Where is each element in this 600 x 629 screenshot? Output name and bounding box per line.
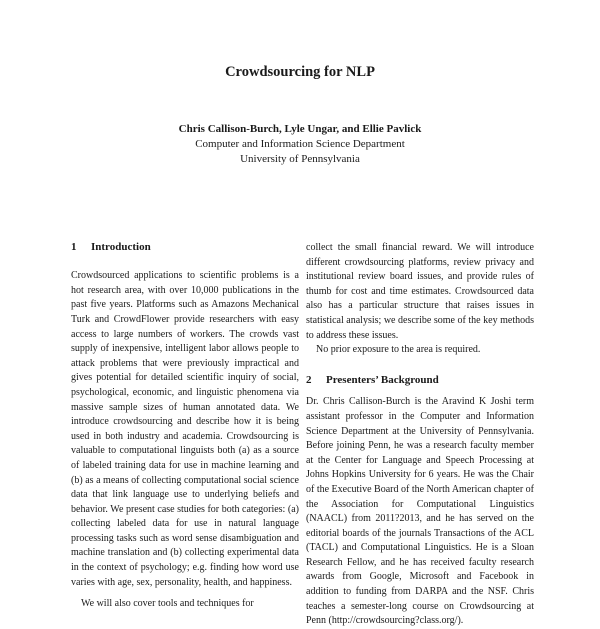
intro-paragraph-2: We will also cover tools and techniques for [81, 598, 254, 610]
author-department: Computer and Information Science Department [195, 138, 405, 150]
section-number: 2 [306, 373, 312, 386]
left-column [71, 240, 299, 612]
section-title: Introduction [91, 241, 151, 253]
right-column [306, 241, 534, 629]
section-number: 1 [71, 241, 77, 253]
author-university: University of Pennsylvania [240, 153, 360, 165]
section-heading-introduction [71, 240, 299, 255]
intro-paragraph-2-continued: collect the small financial reward. We will introduce different crowdsourcing platforms, review privacy and institutional review board issues, and provide rules of thumb for cost and time estimates. Crowdsourced data also has a particular structure that raises issues in statistical analysis; we describe some of the key methods to address these issues. [306, 242, 534, 341]
section-title: Presenters’ Background [326, 373, 439, 386]
paper-title: Crowdsourcing for NLP [225, 64, 375, 80]
intro-paragraph-3: No prior exposure to the area is required. [316, 344, 481, 356]
intro-paragraph-1: Crowdsourced applications to scientific problems is a hot research area, with over 10,000 publications in the past five years. Platforms such as Amazons Mechanical Turk and CrowdFlower provide researchers with easy access to large numbers of workers. The crowds vast supply of inexpensive, intelligent labor allows people to attack problems that were previously impractical and gives potential for detailed scientific inquiry of social, psychological, economic, and linguistic phenomena via massive sample sizes of human annotated data. We introduce crowdsourcing and describe how it is being used in both industry and academia. Crowdsourcing is valuable to computational linguists both (a) as a source of labeled training data for use in machine learning and (b) as a means of collecting computational social science data that link language use to underlying beliefs and behavior. We present case studies for both categories: (a) collecting labeled data for use in natural language processing tasks such as word sense disambiguation and machine translation and (b) collecting experimental data in the context of psychology; e.g. finding how word use varies with age, sex, personality, health, and happiness. [71, 270, 299, 588]
author-names: Chris Callison-Burch, Lyle Ungar, and Ellie Pavlick [178, 123, 422, 135]
author-block [0, 122, 600, 167]
section-heading-presenters-background [306, 373, 534, 388]
background-paragraph-1: Dr. Chris Callison-Burch is the Aravind K Joshi term assistant professor in the Computer and Information Science Department at the University of Pennsylvania. Before joining Penn, he was a research faculty member at the Center for Language and Speech Processing at Johns Hopkins University for 6 years. He was the Chair of the Executive Board of the North American chapter of the Association for Computational Linguistics (NAACL) from 2011?2013, and he has served on the editorial boards of the journals Transactions of the ACL (TACL) and Computational Linguistics. He is a Sloan Research Fellow, and he has received faculty research awards from Google, Microsoft and Facebook in addition to funding from DARPA and the NSF. Chris teaches a semester-long course on Crowdsourcing at Penn (http://crowdsourcing?class.org/). [306, 396, 534, 627]
